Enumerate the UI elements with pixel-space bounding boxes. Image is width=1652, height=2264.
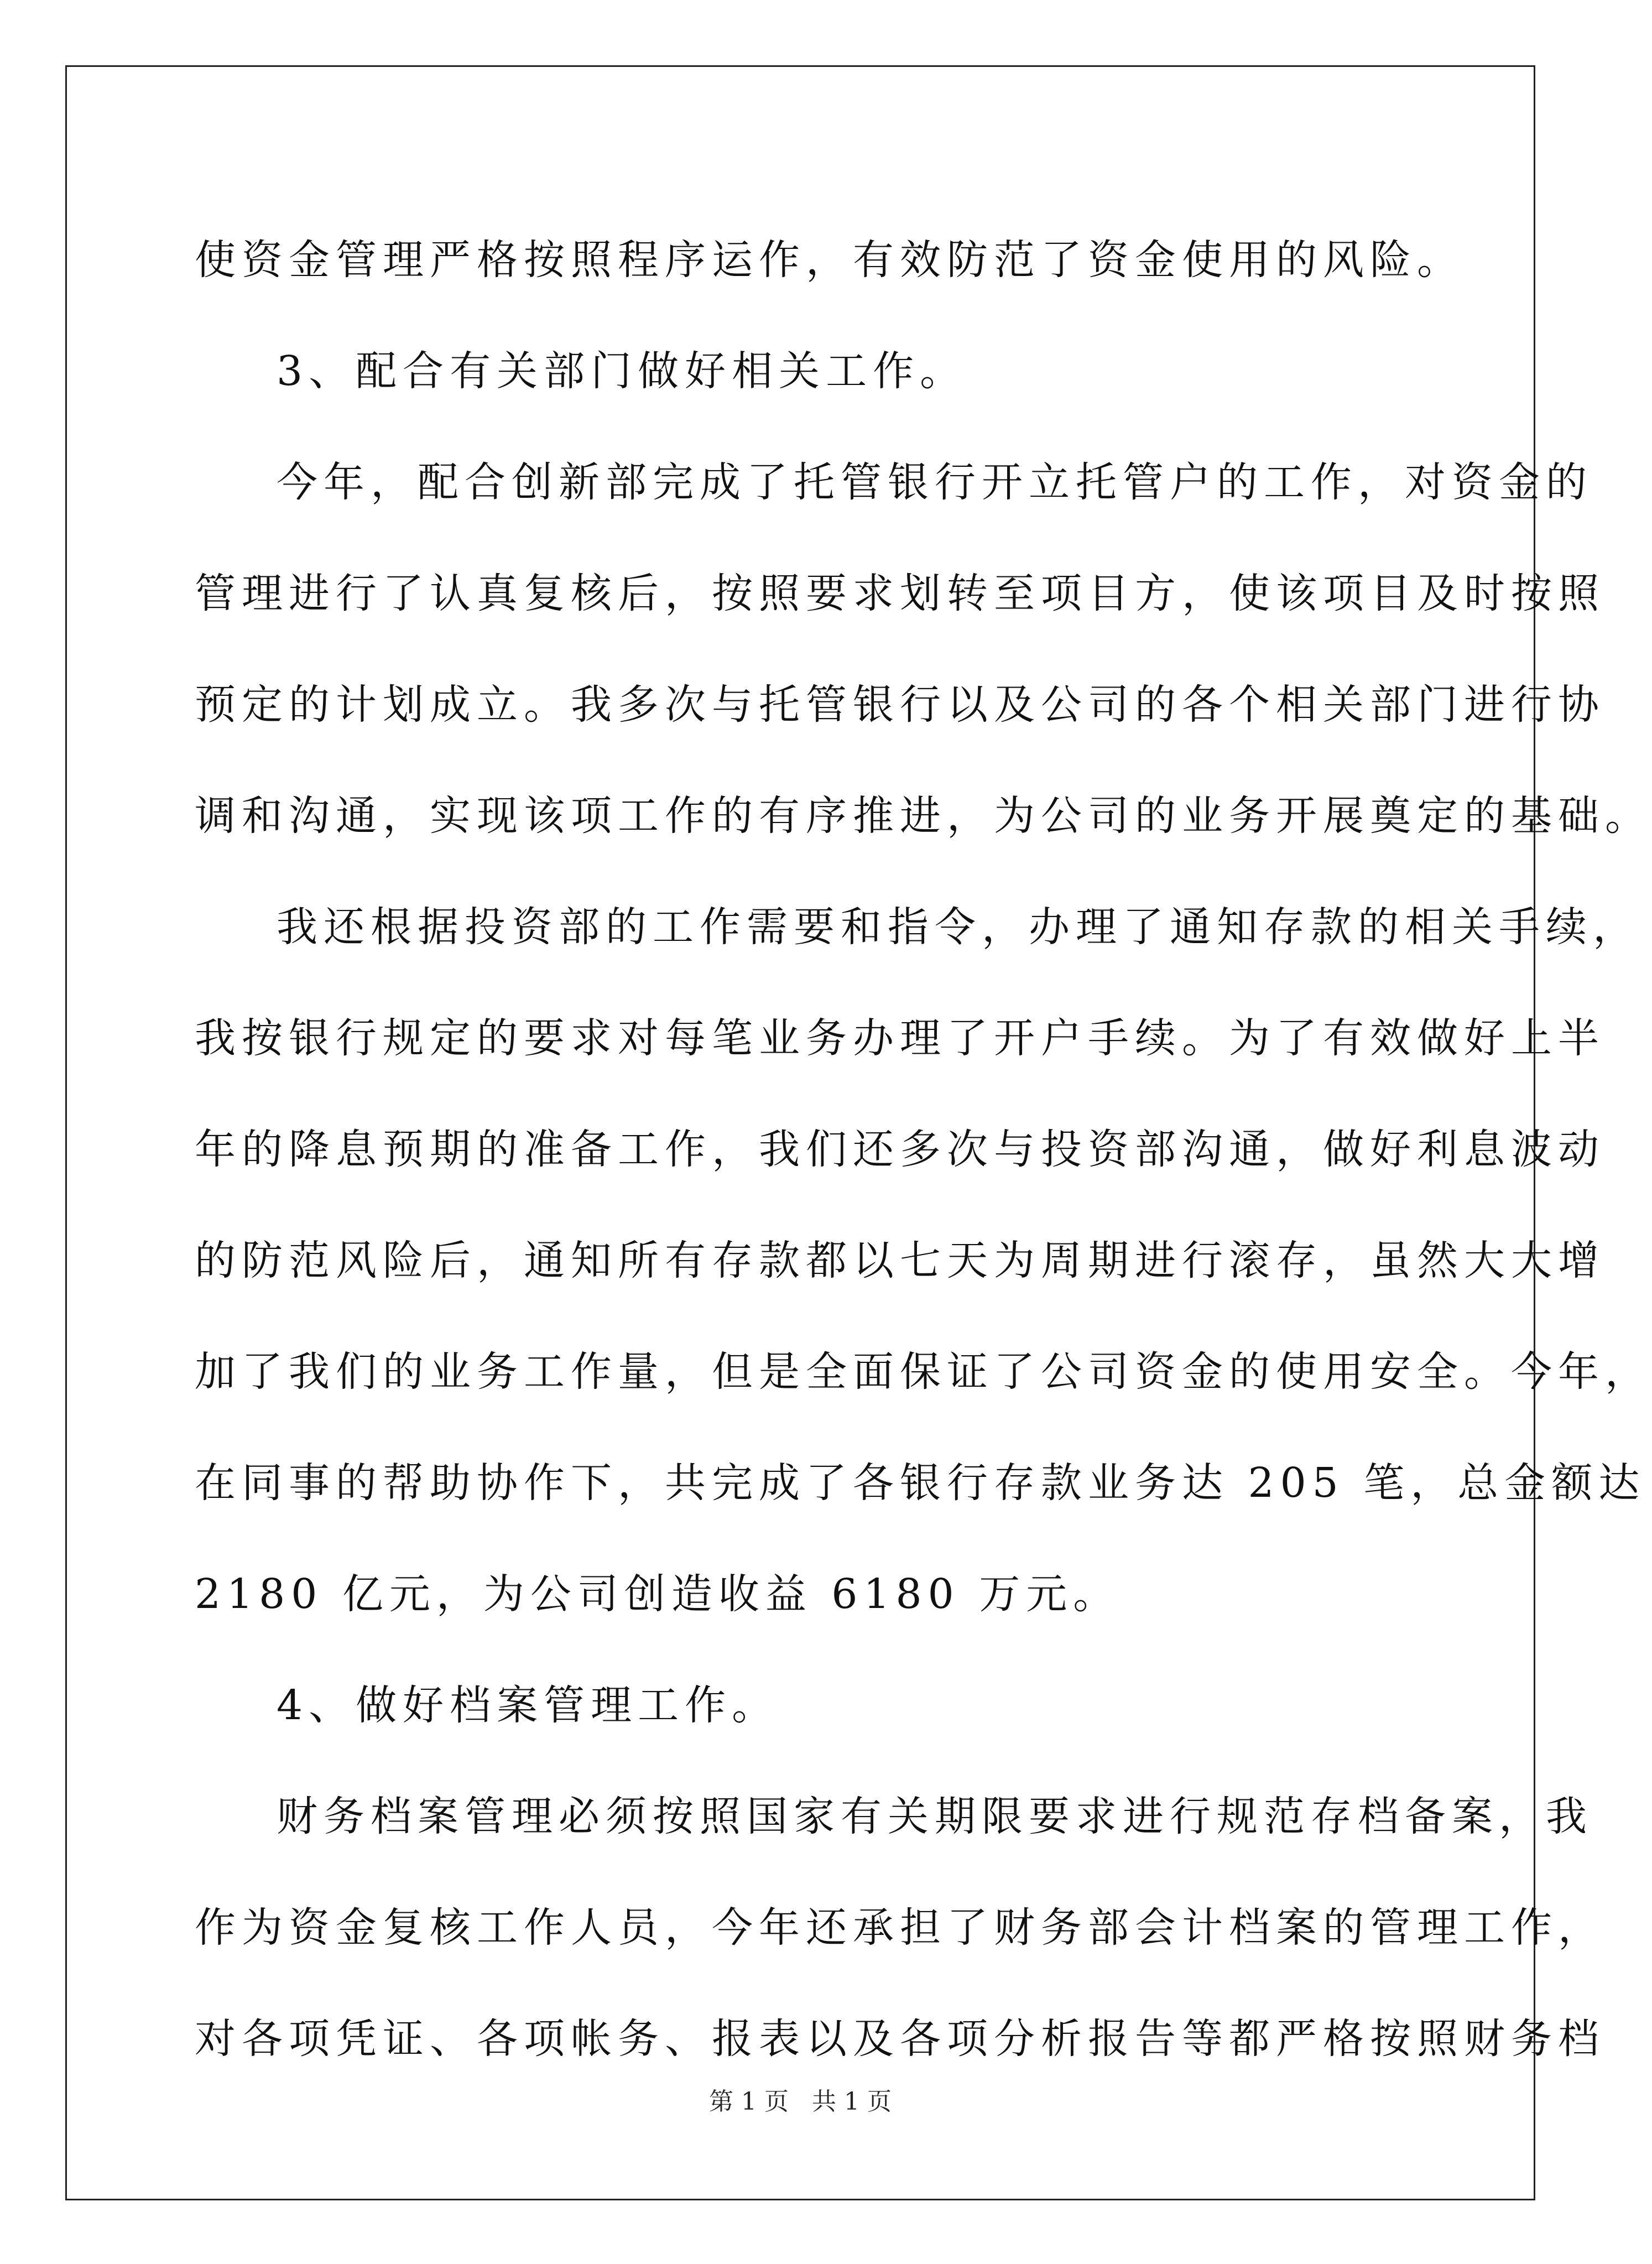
text-line-10: 的防范风险后，通知所有存款都以七天为周期进行滚存，虽然大大增 <box>195 1237 1605 1284</box>
text-line-4: 管理进行了认真复核后，按照要求划转至项目方，使该项目及时按照 <box>195 570 1605 617</box>
text-line-12: 在同事的帮助协作下，共完成了各银行存款业务达 205 笔，总金额达 <box>195 1459 1646 1507</box>
text-line-3: 今年，配合创新部完成了托管银行开立托管户的工作，对资金的 <box>277 459 1593 506</box>
text-line-9: 年的降息预期的准备工作，我们还多次与投资部沟通，做好利息波动 <box>195 1126 1605 1173</box>
text-line-15: 财务档案管理必须按照国家有关期限要求进行规范存档备案，我 <box>277 1793 1593 1840</box>
document-body <box>195 205 1652 2095</box>
text-line-13: 2180 亿元，为公司创造收益 6180 万元。 <box>195 1570 1121 1618</box>
text-line-5: 预定的计划成立。我多次与托管银行以及公司的各个相关部门进行协 <box>195 681 1605 728</box>
text-line-16: 作为资金复核工作人员，今年还承担了财务部会计档案的管理工作， <box>195 1904 1605 1951</box>
text-line-17: 对各项凭证、各项帐务、报表以及各项分析报告等都严格按照财务档 <box>195 2015 1605 2063</box>
text-line-2: 3、配合有关部门做好相关工作。 <box>277 347 967 395</box>
text-line-6: 调和沟通，实现该项工作的有序推进，为公司的业务开展奠定的基础。 <box>195 792 1652 840</box>
text-line-7: 我还根据投资部的工作需要和指令，办理了通知存款的相关手续， <box>277 903 1640 951</box>
text-line-11: 加了我们的业务工作量，但是全面保证了公司资金的使用安全。今年， <box>195 1348 1652 1396</box>
page-number-footer: 第 1 页 共 1 页 <box>709 2088 892 2116</box>
text-line-8: 我按银行规定的要求对每笔业务办理了开户手续。为了有效做好上半 <box>195 1014 1605 1062</box>
text-line-1: 使资金管理严格按照程序运作，有效防范了资金使用的风险。 <box>195 236 1464 284</box>
text-line-14: 4、做好档案管理工作。 <box>277 1682 779 1729</box>
